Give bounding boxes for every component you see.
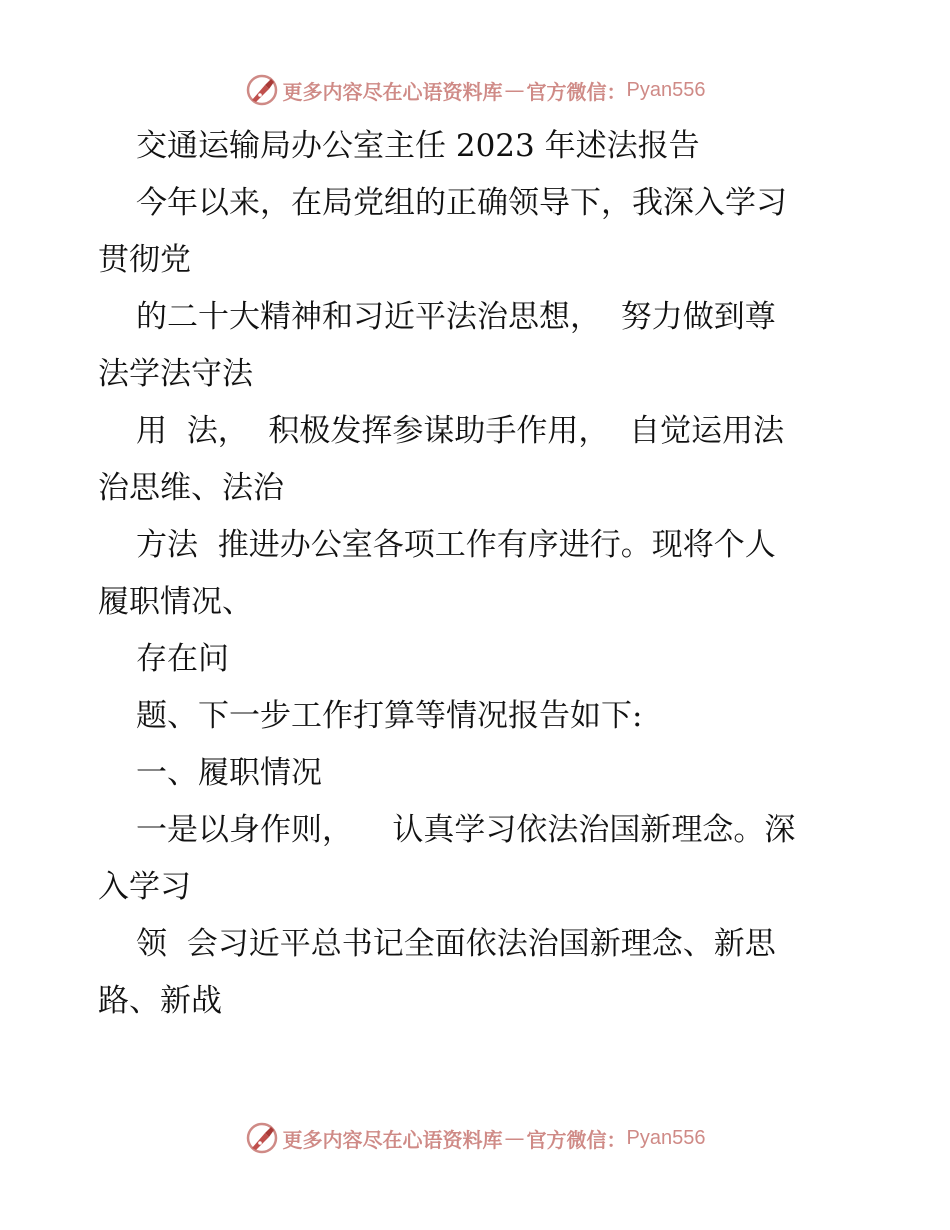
watermark-wechat-id: Pyan556: [626, 1126, 706, 1149]
paragraph-line: 一是以身作则， 认真学习依法治国新理念。深: [136, 812, 796, 848]
paragraph-line: 领 会习近平总书记全面依法治国新理念、新思: [136, 926, 776, 962]
footer-watermark: [0, 1118, 950, 1158]
watermark-wechat-id: Pyan556: [626, 78, 706, 101]
paragraph-line: 治思维、法治: [98, 470, 284, 506]
paragraph-line: 题、下一步工作打算等情况报告如下:: [136, 698, 643, 734]
watermark-wechat-label: 官方微信：: [526, 79, 627, 104]
paragraph-line: 的二十大精神和习近平法治思想， 努力做到尊: [136, 299, 776, 335]
watermark-separator: —: [504, 78, 525, 102]
paragraph-line: 用 法， 积极发挥参谋助手作用， 自觉运用法: [136, 413, 785, 449]
paragraph-line: 存在问: [136, 641, 229, 677]
paragraph-line: 履职情况、: [98, 584, 253, 620]
paragraph-line: 法学法守法: [98, 356, 253, 392]
paragraph-line: 贯彻党: [98, 242, 191, 278]
watermark-wechat-label: 官方微信：: [526, 1127, 627, 1152]
pen-nib-logo-icon: [245, 73, 279, 107]
pen-nib-logo-icon: [245, 1121, 279, 1155]
document-body: [98, 118, 858, 1030]
watermark-separator: —: [504, 1126, 525, 1150]
paragraph-line: 入学习: [98, 869, 191, 905]
paragraph-line: 方法 推进办公室各项工作有序进行。现将个人: [136, 527, 776, 563]
paragraph-line: 路、新战: [98, 983, 222, 1019]
paragraph-line: 今年以来，在局党组的正确领导下，我深入学习: [136, 185, 787, 221]
document-title: 交通运输局办公室主任 2023 年述法报告: [136, 128, 700, 164]
watermark-brand-text: 更多内容尽在心语资料库: [282, 1127, 503, 1152]
section-heading: 一、履职情况: [136, 755, 322, 791]
watermark-brand-text: 更多内容尽在心语资料库: [282, 79, 503, 104]
header-watermark: [0, 70, 950, 110]
